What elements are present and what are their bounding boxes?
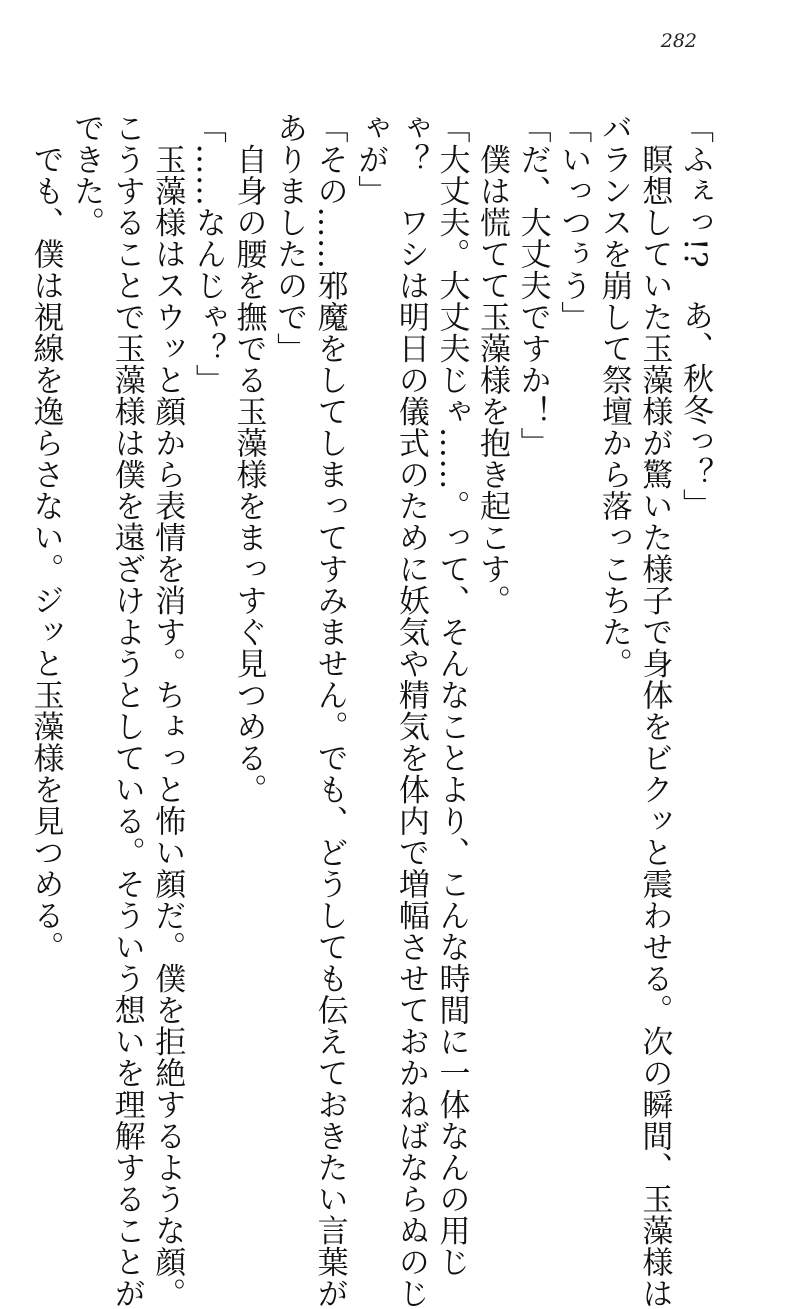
text-line: 「……なんじゃ？」 [189,112,226,396]
page-number: 282 [660,30,697,52]
text-line: 「大丈夫。大丈夫じゃ……。って、そんなことより、こんな時間に一体なんの用じ [433,112,470,1278]
text-line: ゃが」 [352,112,389,207]
text-line: 自身の腰を撫でる玉藻様をまっすぐ見つめる。 [230,112,267,805]
text-line: こうすることで玉藻様は僕を遠ざけようとしている。そういう想いを理解することが [108,112,145,1309]
text-line: バランスを崩して祭壇から落っこちた。 [595,112,632,679]
text-line: でも、僕は視線を逸らさない。ジッと玉藻様を見つめる。 [27,112,64,963]
text-line: 「その……邪魔をしてしまってすみません。でも、どうしても伝えておきたい言葉が [311,112,348,1309]
text-line: ありましたので」 [271,112,308,364]
body-text [25,112,715,1309]
text-line: 「ふぇっ!? あ、秋冬っ？」 [677,112,713,521]
text-line: 僕は慌てて玉藻様を抱き起こす。 [474,112,511,616]
text-line: 瞑想していた玉藻様が驚いた様子で身体をビクッと震わせる。次の瞬間、玉藻様は [636,112,673,1309]
text-line: できた。 [68,112,105,238]
text-line: 「だ、大丈夫ですか！」 [514,112,551,459]
text-line: 玉藻様はスウッと顔から表情を消す。ちょっと怖い顔だ。僕を拒絶するような顔。 [149,112,186,1309]
text-line: 「いっつぅう」 [555,112,592,333]
text-line: ゃ？ ワシは明日の儀式のために妖気や精気を体内で増幅させておかねばならぬのじ [392,112,429,1309]
